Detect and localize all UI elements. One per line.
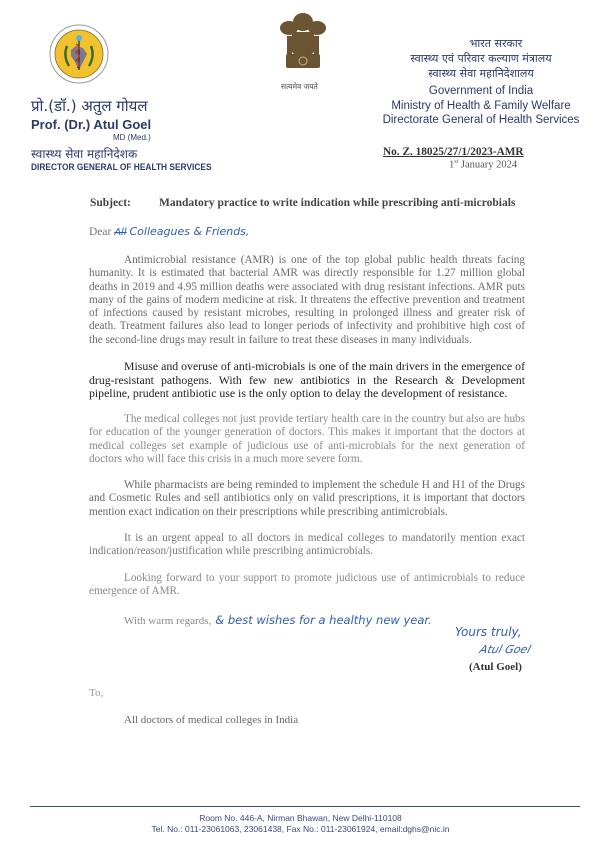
paragraph-amr-threat: Antimicrobial resistance (AMR) is one of the top global public health threats facing humanity. It is estimated that bacterial AMR was directly responsible for 1.27 million global deaths in 2019 and 4.95 million deaths were associated with drug resistant infections. AMR puts many of the gains of modern medicine at risk. It threatens the effective prevention and treatment of infections caused by resistant microbes, resulting in prolonged illness and greater risk of death. Treatment failures also lead to longer periods of infectivity and prohibitive high cost of the second-line drugs may result in failure to treat these diseases in many individuals. — [89, 254, 525, 346]
footer-divider — [30, 806, 580, 807]
designation-english: DIRECTOR GENERAL OF HEALTH SERVICES — [31, 162, 212, 173]
right-block — [376, 36, 586, 81]
paragraph-misuse: Misuse and overuse of anti-microbials is one of the main drivers in the emergence of drug-resistant pathogens. With few new antibiotics in the Research & Development pipeline, prudent antibiotic use is the only option to delay the development of resistance. — [89, 359, 525, 401]
salutation-dear: Dear — [89, 226, 112, 238]
date-day: 1 — [449, 159, 455, 171]
closing-handwritten: & best wishes for a healthy new year. — [215, 613, 432, 627]
subject-label: Subject: — [90, 197, 131, 209]
dghs-logo — [49, 24, 109, 84]
signatory-name: (Atul Goel) — [469, 661, 522, 673]
name-english: Prof. (Dr.) Atul Goel — [31, 117, 152, 132]
directorate-hindi: स्वास्थ्य सेवा महानिदेशालय — [428, 67, 534, 80]
date-rest: January 2024 — [458, 159, 518, 171]
directorate-english: Directorate General of Health Services — [382, 114, 580, 126]
paragraph-pharmacists: While pharmacists are being reminded to implement the schedule H and H1 of the Drugs and Cosmetic Rules and sell antibiotics only on valid prescriptions, it is important that doctors mention exact indication on their prescriptions while prescribing antimicrobials. — [89, 479, 525, 518]
addressee: All doctors of medical colleges in India — [124, 714, 299, 726]
date-suffix: st — [454, 159, 459, 165]
paragraph-looking-forward: Looking forward to your support to promote judicious use of antimicrobials to reduce emergence of AMR. — [89, 572, 525, 598]
lion-capital-icon — [278, 10, 328, 80]
signature-scrawl: Atul Goel — [478, 643, 533, 656]
salutation-handwritten: Colleagues & Friends, — [129, 225, 250, 238]
closing-printed: With warm regards, — [124, 615, 212, 627]
govt-hindi: भारत सरकार — [469, 37, 523, 50]
name-hindi: प्रो.(डॉ.) अतुल गोयल — [31, 97, 148, 115]
paragraph-urgent-appeal: It is an urgent appeal to all doctors in medical colleges to mandatorily mention exact indication/reason/justification while prescribing antimicrobials. — [89, 532, 525, 558]
ministry-hindi: स्वास्थ्य एवं परिवार कल्याण मंत्रालय — [410, 52, 552, 65]
designation-hindi: स्वास्थ्य सेवा महानिदेशक — [31, 147, 138, 161]
yours-truly: Yours truly, — [455, 625, 522, 639]
reference-number: No. Z. 18025/27/1/2023-AMR — [383, 146, 524, 158]
paragraph-medical-colleges: The medical colleges not just provide tertiary health care in the country but also are hubs for education of the younger generation of doctors. This makes it important that the doctors at medical colleges set example of judicious use of anti-microbials for the next generation of doctors who will face this crisis in a much more severe form. — [89, 413, 525, 465]
right-block-english — [376, 84, 586, 128]
degree: MD (Med.) — [113, 133, 151, 142]
salutation — [89, 225, 249, 238]
ministry-english: Ministry of Health & Family Welfare — [391, 99, 571, 112]
salutation-struck: All — [114, 227, 127, 238]
subject-text: Mandatory practice to write indication while prescribing anti-microbials — [159, 197, 516, 209]
motto: सत्यमेव जयते — [281, 82, 318, 91]
footer-address: Room No. 446-A, Nirman Bhawan, New Delhi-110108 — [199, 813, 402, 823]
national-emblem — [278, 10, 328, 80]
govt-english: Government of India — [428, 85, 534, 97]
to-label: To, — [89, 687, 104, 699]
footer-contact: Tel. No.: 011-23061063, 23061438, Fax No.: 011-23061924, email:dghs@nic.in — [151, 824, 450, 834]
dghs-emblem-icon — [49, 24, 109, 84]
closing — [124, 611, 432, 629]
letter-date — [449, 159, 517, 171]
